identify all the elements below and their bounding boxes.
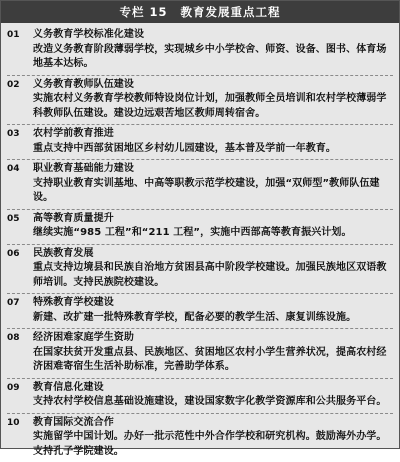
list-item — [7, 294, 393, 329]
item-description: 支持农村学校信息基础设施建设，建设国家数字化教学资源库和公共服务平台。 — [33, 395, 393, 410]
list-item — [7, 414, 393, 462]
item-description: 重点支持边境县和民族自治地方贫困县高中阶段学校建设。加强民族地区双语教师培训。支持民族院校建设。 — [33, 261, 393, 290]
item-title: 教育信息化建设 — [33, 381, 393, 396]
item-title: 特殊教育学校建设 — [33, 296, 393, 311]
item-title: 经济困难家庭学生资助 — [33, 331, 393, 346]
header-title: 教育发展重点工程 — [181, 4, 281, 20]
project-list — [1, 23, 399, 462]
item-title: 义务教育教师队伍建设 — [33, 78, 393, 93]
item-description: 支持职业教育实训基地、中高等职教示范学校建设，加强“双师型”教师队伍建设。 — [33, 177, 393, 206]
list-item — [7, 210, 393, 245]
item-title: 农村学前教育推进 — [33, 127, 393, 142]
list-item — [7, 329, 393, 379]
item-number: 01 — [7, 28, 33, 72]
header-number: 15 — [149, 5, 167, 19]
item-number: 09 — [7, 381, 33, 410]
item-title: 义务教育学校标准化建设 — [33, 28, 393, 43]
item-number: 07 — [7, 296, 33, 325]
item-number: 10 — [7, 416, 33, 460]
header-label: 专栏 — [119, 4, 144, 20]
item-title: 职业教育基础能力建设 — [33, 162, 393, 177]
item-number: 02 — [7, 78, 33, 122]
list-item — [7, 379, 393, 414]
item-description: 在国家扶贫开发重点县、民族地区、贫困地区农村小学生营养状况，提高农村经济困难寄宿生生活补助标准，完善助学体系。 — [33, 346, 393, 375]
list-item — [7, 245, 393, 295]
item-title: 高等教育质量提升 — [33, 212, 393, 227]
item-content — [33, 247, 393, 291]
item-number: 08 — [7, 331, 33, 375]
item-content — [33, 416, 393, 460]
item-description: 新建、改扩建一批特殊教育学校，配备必要的教学生活、康复训练设施。 — [33, 311, 393, 326]
item-number: 06 — [7, 247, 33, 291]
list-item — [7, 26, 393, 76]
item-number: 03 — [7, 127, 33, 156]
item-content — [33, 28, 393, 72]
item-description: 实施农村义务教育学校教师特设岗位计划，加强教师全员培训和农村学校薄弱学科教师队伍建设。建设边远艰苦地区教师周转宿舍。 — [33, 92, 393, 121]
item-description: 实施留学中国计划。办好一批示范性中外合作学校和研究机构。鼓励海外办学。支持孔子学院建设。 — [33, 430, 393, 459]
item-description: 改造义务教育阶段薄弱学校，实现城乡中小学校舍、师资、设备、图书、体育场地基本达标。 — [33, 43, 393, 72]
item-content — [33, 127, 393, 156]
item-title: 民族教育发展 — [33, 247, 393, 262]
item-description: 重点支持中西部贫困地区乡村幼儿园建设，基本普及学前一年教育。 — [33, 142, 393, 157]
item-number: 04 — [7, 162, 33, 206]
item-content — [33, 296, 393, 325]
item-title: 教育国际交流合作 — [33, 416, 393, 431]
item-content — [33, 162, 393, 206]
list-item — [7, 125, 393, 160]
item-description: 继续实施“985 工程”和“211 工程”，实施中西部高等教育振兴计划。 — [33, 226, 393, 241]
box-header — [1, 1, 399, 23]
item-content — [33, 381, 393, 410]
item-content — [33, 78, 393, 122]
item-number: 05 — [7, 212, 33, 241]
item-content — [33, 212, 393, 241]
list-item — [7, 160, 393, 210]
item-content — [33, 331, 393, 375]
list-item — [7, 76, 393, 126]
